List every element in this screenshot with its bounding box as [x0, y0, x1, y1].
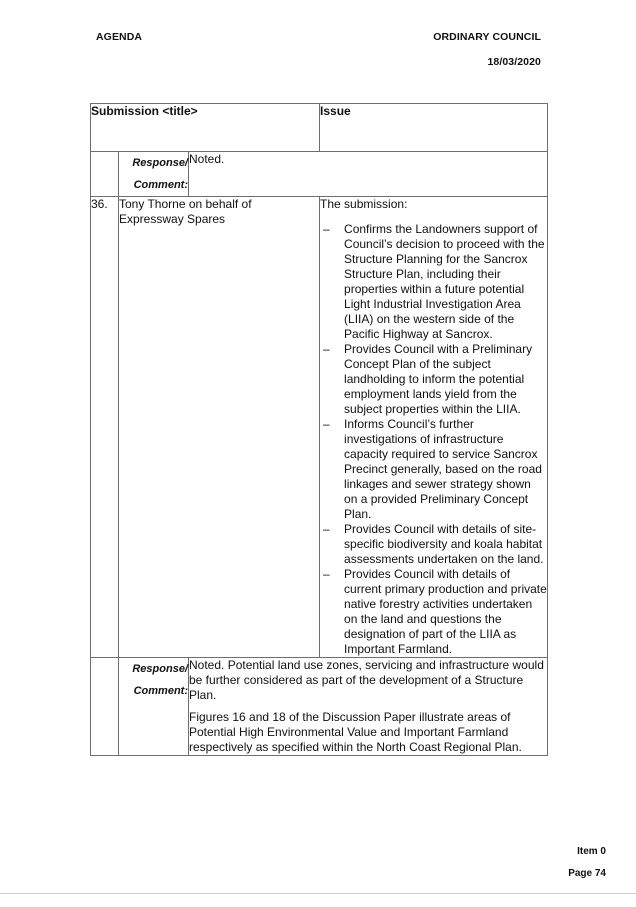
submissions-table — [90, 103, 548, 756]
footer-page-number: Page 74 — [568, 868, 606, 879]
response-label — [119, 152, 189, 197]
column-header-submission: Submission <title> — [91, 104, 320, 152]
empty-cell — [91, 152, 119, 197]
response-text — [189, 152, 548, 197]
list-item: – Provides Council with a Preliminary Concept Plan of the subject landholding to inform the potential employment lands yield from the subject properties within the LIIA. — [320, 342, 547, 417]
issue-cell — [320, 197, 548, 658]
page-divider — [0, 893, 636, 894]
table-row — [91, 658, 548, 756]
submission-number: 36. — [91, 197, 119, 658]
response-paragraph: Figures 16 and 18 of the Discussion Paper illustrate areas of Potential High Environmental Value and Important Farmland respectively as specified within the North Coast Regional Plan. — [189, 710, 522, 754]
response-text — [189, 658, 548, 756]
response-label — [119, 658, 189, 756]
response-label-line2: Comment: — [133, 179, 188, 191]
empty-cell — [91, 658, 119, 756]
response-paragraph: Noted. — [189, 152, 225, 166]
header-date: 18/03/2020 — [487, 56, 541, 68]
list-item: – Confirms the Landowners support of Council’s decision to proceed with the Structure Planning for the Sancrox Structure Plan, including their properties within a future potential Light Industrial Investigation Area (LIIA) on the western side of the Pacific Highway at Sancrox. — [320, 222, 547, 342]
header-council: ORDINARY COUNCIL — [433, 31, 541, 43]
response-paragraph: Noted. Potential land use zones, servicing and infrastructure would be further considered as part of the development of a Structure Plan. — [189, 658, 544, 702]
table-header-row — [91, 104, 548, 152]
footer-item: Item 0 — [577, 846, 606, 857]
header-agenda: AGENDA — [96, 31, 143, 43]
column-header-issue: Issue — [320, 104, 548, 152]
table-row — [91, 197, 548, 658]
response-label-line1: Response/ — [132, 663, 188, 675]
submitter-name: Tony Thorne on behalf of Expressway Spares — [119, 197, 320, 658]
response-label-line2: Comment: — [133, 685, 188, 697]
list-item: – Provides Council with details of current primary production and private native forestry activities undertaken on the land and questions the designation of part of the LIIA as Important Farmland. — [320, 567, 547, 657]
list-item: – Provides Council with details of site-specific biodiversity and koala habitat assessments undertaken on the land. — [320, 522, 547, 567]
issue-list — [320, 222, 547, 657]
issue-intro: The submission: — [320, 197, 408, 211]
table-row — [91, 152, 548, 197]
response-label-line1: Response/ — [132, 157, 188, 169]
list-item: – Informs Council’s further investigations of infrastructure capacity required to service Sancrox Precinct generally, based on the road linkages and sewer strategy shown on a provided Preliminary Concept Plan. — [320, 417, 547, 522]
